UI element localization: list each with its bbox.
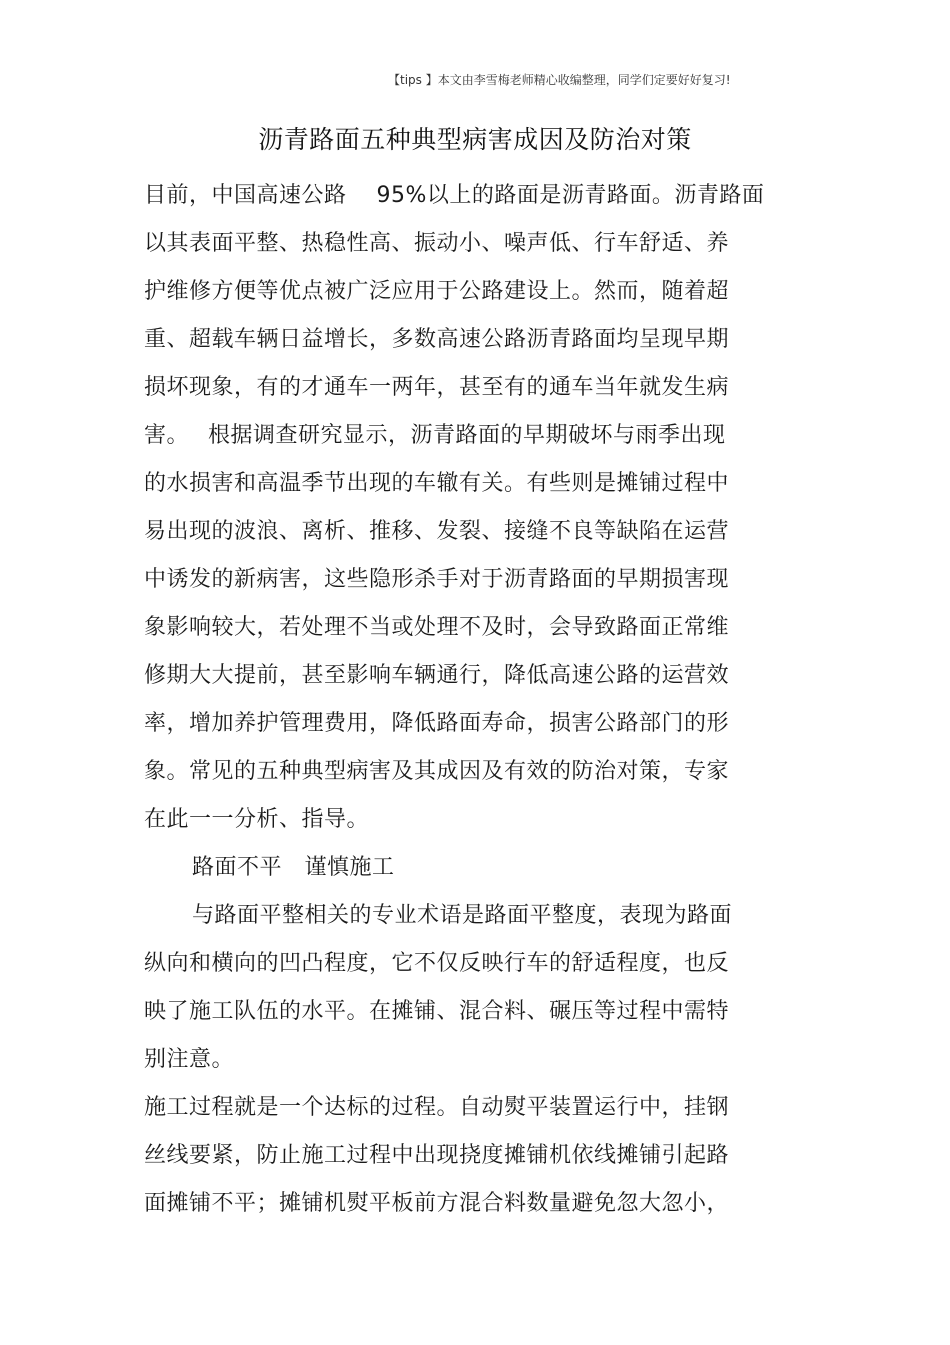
paragraph-line: 易出现的波浪、离析、推移、发裂、接缝不良等缺陷在运营 [144,519,730,544]
paragraph-line: 别注意。 [144,1047,235,1072]
paragraph-line: 护维修方便等优点被广泛应用于公路建设上。然而，随着超 [144,279,730,304]
paragraph-line: 以其表面平整、热稳性高、振动小、噪声低、行车舒适、养 [144,231,730,256]
paragraph-line: 中诱发的新病害，这些隐形杀手对于沥青路面的早期损害现 [144,567,730,592]
paragraph-line: 面摊铺不平；摊铺机熨平板前方混合料数量避免忽大忽小， [144,1191,730,1216]
paragraph-line: 在此一一分析、指导。 [144,807,370,832]
paragraph-line: 率，增加养护管理费用，降低路面寿命，损害公路部门的形 [144,711,730,736]
paragraph-line: 修期大大提前，甚至影响车辆通行，降低高速公路的运营效 [144,663,730,688]
paragraph-line: 损坏现象，有的才通车一两年，甚至有的通车当年就发生病 [144,375,730,400]
section-heading: 路面不平 谨慎施工 [192,855,395,880]
paragraph-line: 象影响较大，若处理不当或处理不及时，会导致路面正常维 [144,615,730,640]
paragraph-line: 目前，中国高速公路 95%以上的路面是沥青路面。沥青路面 [144,183,765,208]
paragraph-line: 施工过程就是一个达标的过程。自动熨平装置运行中，挂钢 [144,1095,730,1120]
paragraph-line: 丝线要紧，防止施工过程中出现挠度摊铺机依线摊铺引起路 [144,1143,730,1168]
document-title: 沥青路面五种典型病害成因及防治对策 [258,125,692,154]
paragraph-line: 的水损害和高温季节出现的车辙有关。有些则是摊铺过程中 [144,471,730,496]
paragraph-line: 纵向和横向的凹凸程度，它不仅反映行车的舒适程度，也反 [144,951,730,976]
paragraph-line: 映了施工队伍的水平。在摊铺、混合料、碾压等过程中需特 [144,999,730,1024]
paragraph-line: 与路面平整相关的专业术语是路面平整度，表现为路面 [192,903,733,928]
document-body [144,172,766,1228]
paragraph-line: 害。 根据调查研究显示，沥青路面的早期破坏与雨季出现 [144,423,726,448]
paragraph-line: 象。常见的五种典型病害及其成因及有效的防治对策，专家 [144,759,730,784]
header-tips: 【tips 】本文由李雪梅老师精心收编整理，同学们定要好好复习! [388,73,731,87]
paragraph-line: 重、超载车辆日益增长，多数高速公路沥青路面均呈现早期 [144,327,730,352]
